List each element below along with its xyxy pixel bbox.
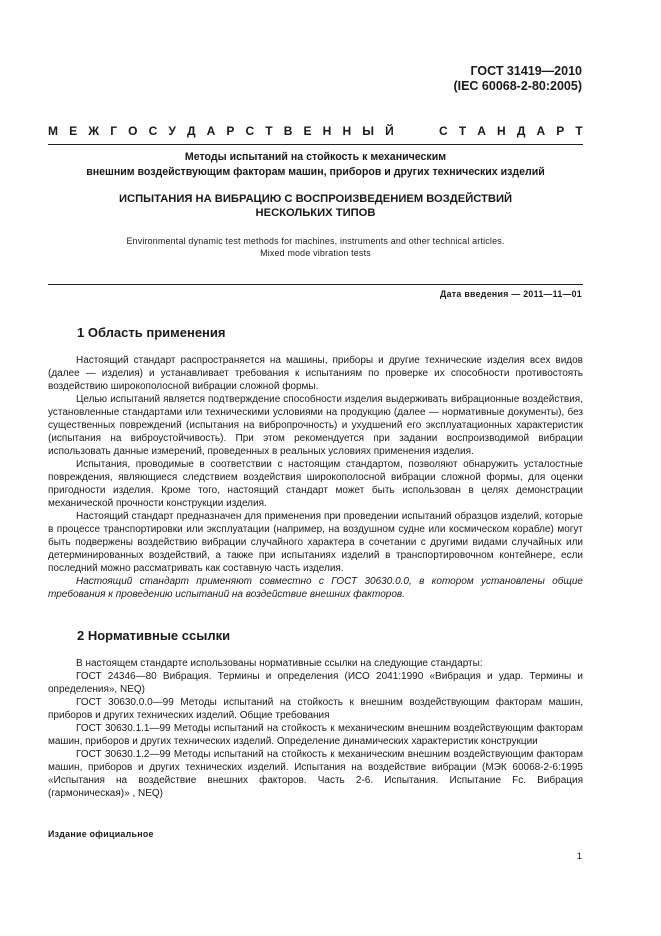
banner-letter: Е xyxy=(69,124,78,138)
reference-item: ГОСТ 30630.1.2—99 Методы испытаний на стойкость к механическим внешним воздействующим факторам машин, приборов и других технических изделий. Испытания на воздействие вибрации (МЭК 60068-2-6:1995 «Испытания на воздействие внешних факторов. Часть 2-6. Испытания. Испытание Fc. Вибрация (гармоническая)» , NEQ) xyxy=(48,749,583,799)
section-2-body xyxy=(48,657,583,800)
document-title xyxy=(48,192,583,220)
reference-item: ГОСТ 30630.1.1—99 Методы испытаний на стойкость к механическим внешним воздействующим факторам машин, приборов и других технических изделий. Определение динамических характеристик конструкции xyxy=(48,723,583,747)
title-line-1: ИСПЫТАНИЯ НА ВИБРАЦИЮ С ВОСПРОИЗВЕДЕНИЕМ ВОЗДЕЙСТВИЙ xyxy=(118,193,513,205)
introduction-date: Дата введения — 2011—11—01 xyxy=(440,289,582,299)
banner-letter: Р xyxy=(226,124,235,138)
section-1-heading: 1 Область применения xyxy=(77,325,226,340)
standard-number-block xyxy=(453,64,582,94)
banner-letter xyxy=(422,124,428,138)
section-1-paragraph: Испытания, проводимые в соответствии с настоящим стандартом, позволяют обнаружить усталостные повреждения, являющиеся следствием воздействия широкополосной вибрации сложной формы, для оценки пригодности изделия. Кроме того, настоящий стандарт может быть использован в целях демонстрации механической прочности конструкции изделия. xyxy=(48,459,583,509)
banner-letter: Н xyxy=(322,124,332,138)
banner-letter: Т xyxy=(575,124,583,138)
banner-letter: А xyxy=(206,124,216,138)
title-line-2: НЕСКОЛЬКИХ ТИПОВ xyxy=(255,207,376,219)
page-number: 1 xyxy=(576,851,582,862)
reference-item: ГОСТ 24346—80 Вибрация. Термины и определения (ИСО 2041:1990 «Вибрация и удар. Термины и определения», NEQ) xyxy=(48,671,583,695)
section-1-paragraph: Настоящий стандарт распространяется на машины, приборы и другие технические изделия всех видов (далее — изделия) и устанавливает требования к испытаниям по проверке их способности противостоять воздействию широкополосной вибрации сложной формы. xyxy=(48,355,583,392)
banner-letter: М xyxy=(48,124,58,138)
banner-letter: С xyxy=(148,124,158,138)
date-divider xyxy=(48,284,583,285)
section-1-paragraph-note: Настоящий стандарт применяют совместно с ГОСТ 30630.0.0, в котором установлены общие требования к проведению испытаний на воздействие внешних факторов. xyxy=(48,576,583,600)
banner-letter: Е xyxy=(303,124,312,138)
banner-letter: Г xyxy=(110,124,118,138)
banner-divider xyxy=(48,144,583,145)
banner-letter xyxy=(405,124,411,138)
section-2-heading: 2 Нормативные ссылки xyxy=(77,628,231,643)
banner-letter: У xyxy=(168,124,176,138)
banner-letter: Т xyxy=(265,124,273,138)
banner-letter: Н xyxy=(342,124,352,138)
banner-letter: А xyxy=(477,124,486,138)
interstate-standard-banner xyxy=(48,124,583,138)
section-1-paragraph: Целью испытаний является подтверждение способности изделия выдерживать вибрационные воздействия, установленные стандартами или техническими условиями на продукцию (далее — нормативные документы), без существенных повреждений (испытания на вибропрочность) и ухудшений его эксплуатационных характеристик (испытания на виброустойчивость). При этом рекомендуется при задании воспроизводимой вибрации использовать данные измерений, проведенных в реальных условиях применения изделия. xyxy=(48,394,583,457)
document-subtitle xyxy=(48,150,583,180)
banner-letter: Н xyxy=(497,124,506,138)
english-title xyxy=(48,235,583,259)
english-title-line-1: Environmental dynamic test methods for machines, instruments and other technical articles. xyxy=(126,236,505,246)
banner-letter: Ы xyxy=(362,124,374,138)
banner-letter: Д xyxy=(186,124,196,138)
banner-letter: С xyxy=(245,124,255,138)
banner-letter: Д xyxy=(516,124,526,138)
english-title-line-2: Mixed mode vibration tests xyxy=(260,248,371,258)
official-edition-label: Издание официальное xyxy=(48,829,154,839)
banner-letter: Ж xyxy=(88,124,100,138)
banner-letter: В xyxy=(283,124,293,138)
banner-letter: А xyxy=(536,124,546,138)
subtitle-line-2: внешним воздействующим факторам машин, приборов и других технических изделий xyxy=(86,166,545,178)
banner-letter: С xyxy=(439,124,448,138)
banner-letter: Р xyxy=(556,124,565,138)
subtitle-line-1: Методы испытаний на стойкость к механическим xyxy=(184,151,447,163)
reference-item: ГОСТ 30630.0.0—99 Методы испытаний на стойкость к внешним воздействующим факторам машин, приборов и других технических изделий. Общие требования xyxy=(48,697,583,721)
banner-letter: Й xyxy=(385,124,394,138)
banner-letter: О xyxy=(128,124,138,138)
banner-letter: Т xyxy=(458,124,467,138)
section-1-paragraph: Настоящий стандарт предназначен для применения при проведении испытаний образцов изделий, которые в процессе транспортировки или эксплуатации (например, на воздушном судне или космическом корабле) могут быть подвержены воздействию вибрации случайного характера в сочетании с другими видами случайных или детерминированных воздействий, а также при испытаниях изделий в транспортировочном контейнере, если последний можно рассматривать как составную часть изделия. xyxy=(48,511,583,574)
section-1-body xyxy=(48,354,583,601)
section-2-paragraph: В настоящем стандарте использованы нормативные ссылки на следующие стандарты: xyxy=(76,658,483,669)
iec-number: (IEC 60068-2-80:2005) xyxy=(453,79,582,93)
gost-number: ГОСТ 31419—2010 xyxy=(470,64,582,78)
